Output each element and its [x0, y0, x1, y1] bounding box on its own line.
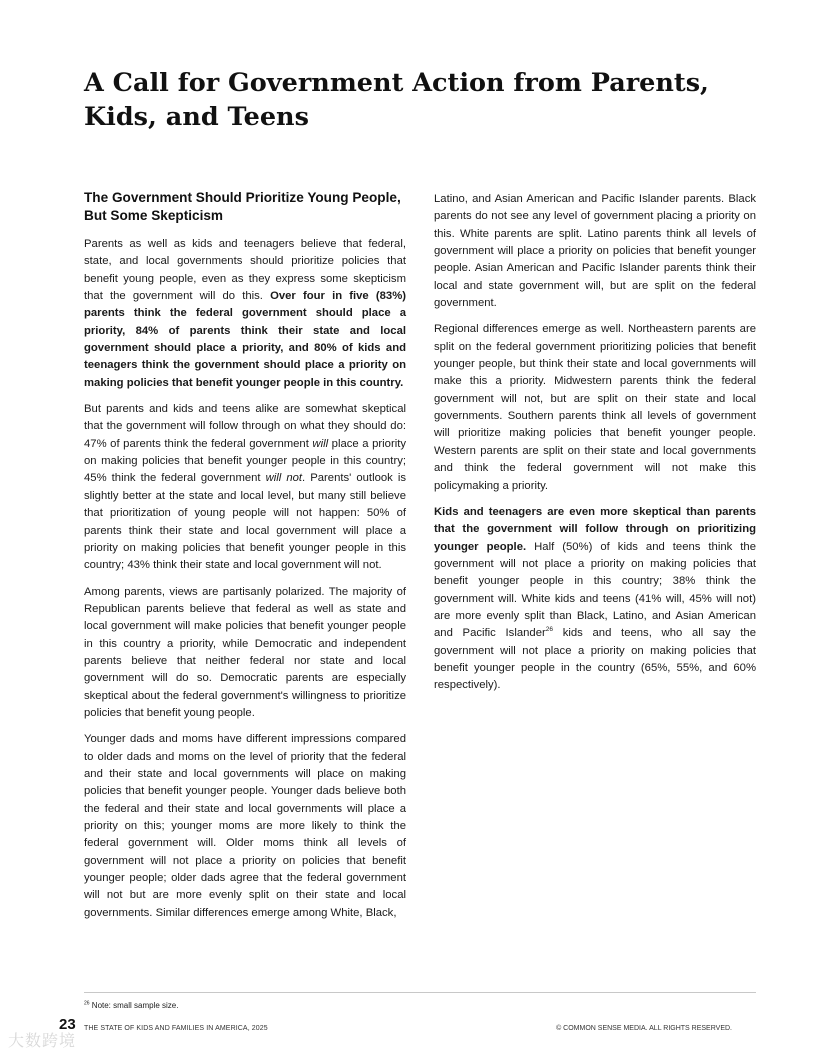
footnote-reference[interactable]: 26 — [545, 626, 553, 634]
section-heading: The Government Should Prioritize Young People, But Some Skepticism — [84, 190, 401, 223]
kids-teens-text-b: kids and teens, who all say the government will not place a priority on making policies that benefit younger people in the country (65%, 55%, and 60% respectively). — [434, 627, 756, 692]
footer-publication-title: THE STATE OF KIDS AND FAMILIES IN AMERICA, 2025 — [84, 1025, 268, 1032]
paragraph-race-differences: Latino, and Asian American and Pacific Islander parents. Black parents do not see any level of government placing a priority on this. White parents are split. Latino parents think all levels of government will place a priority on policies that benefit younger people. Asian American and Pacific Islander parents think their local and state government will, but are split on the federal government. — [434, 193, 756, 310]
skepticism-emphasis-will-not: will not — [265, 472, 303, 485]
page-number: 23 — [59, 1016, 76, 1033]
left-column — [84, 189, 406, 931]
paragraph-regional-differences: Regional differences emerge as well. Northeastern parents are split on the federal government prioritizing policies that benefit younger people, but think their state and local governments will make this a priority. Midwestern parents think the federal government will not, but are split on their state and local governments. Southern parents think all levels of government will prioritize making policies that benefit younger people. Western parents are split on their state and local governments and think the federal government will not make this policymaking a priority. — [434, 323, 756, 492]
paragraph-partisan: Among parents, views are partisanly polarized. The majority of Republican parents believe that federal as well as state and local government will make policies that benefit younger people in this country a priority, while Democratic and independent parents believe that neither federal nor state and local government will do so. Democratic parents are especially skeptical about the federal government's willingness to prioritize policies that benefit young people. — [84, 585, 406, 719]
footnote-number: 26 — [84, 1000, 90, 1007]
page-title: A Call for Government Action from Parents, Kids, and Teens — [84, 68, 709, 132]
intro-text: Parents as well as kids and teenagers believe that federal, state, and local governments should prioritize policies that benefit young people, even as they express some skepticism that the government will do this. — [84, 238, 406, 303]
footnote-divider — [84, 992, 756, 993]
skepticism-text-a: But parents and kids and teens alike are somewhat skeptical that the government will follow through on what they should do: 47% of parents think the federal government — [84, 403, 406, 450]
footnote-text: Note: small sample size. — [89, 1001, 179, 1010]
right-column — [434, 191, 756, 704]
footnote — [84, 1001, 178, 1010]
paragraph-kids-teens — [434, 504, 756, 695]
skepticism-text-b: place a priority on making policies that benefit younger people in this country; 45% think the federal government — [84, 437, 406, 485]
footer-copyright: © COMMON SENSE MEDIA. ALL RIGHTS RESERVED. — [556, 1025, 732, 1032]
paragraph-intro — [84, 236, 406, 392]
skepticism-text-c: . Parents' outlook is slightly better at the state and local level, but many still believe that prioritization of young people will not happen: 50% of parents think their state and local government will place a priority on making policies that benefit younger people in this country; 43% think their state and local government will not. — [84, 472, 406, 572]
skepticism-emphasis-will: will — [312, 437, 329, 450]
kids-teens-bold-finding: Kids and teenagers are even more skeptical than parents that the government will follow through on prioritizing younger people. — [434, 505, 756, 553]
paragraph-skepticism — [84, 401, 406, 574]
paragraph-age-differences: Younger dads and moms have different impressions compared to older dads and moms on the level of priority that the federal and their state and local governments will place on making policies that benefit younger people. Younger dads believe both the federal and their state and local governments will place a priority on this; younger moms are more likely to think the federal government will. Older moms think all levels of government will not place a priority on policies that benefit younger people; older dads agree that the federal government will not but are more evenly split on their state and local governments. Similar differences emerge among White, Black, — [84, 733, 406, 919]
intro-bold-finding: Over four in five (83%) parents think the federal government should place a priority, 84% of parents think their state and local government should place a priority, and 80% of kids and teenagers think the government should place a priority on making policies that benefit younger people in this country. — [84, 290, 406, 389]
watermark-logo: 大数跨境 — [8, 1031, 77, 1050]
kids-teens-text-a: Half (50%) of kids and teens think the government will not place a priority on making policies that benefit younger people in this country; 38% think the government will. White kids and teens (41% will, 45% will not) are more evenly split than Black, Latino, and Asian American and Pacific Islander — [434, 540, 756, 640]
